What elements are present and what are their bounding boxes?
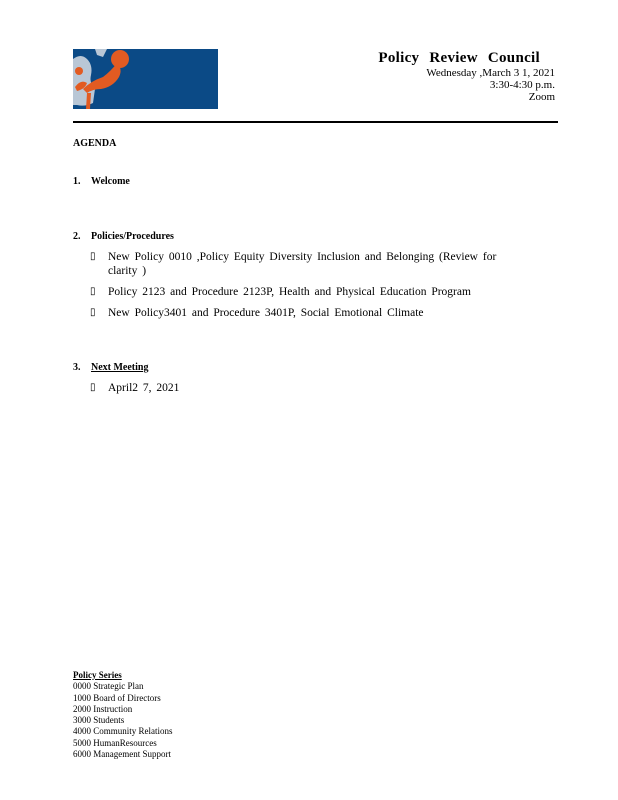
section-next-meeting: [73, 362, 148, 373]
policy-series-line: 6000 Management Support: [73, 749, 171, 760]
policy-series-line: 0000 Strategic Plan: [73, 681, 144, 692]
meeting-date: Wednesday ,March 3 1, 2021: [426, 67, 555, 79]
meeting-time: 3:30-4:30 p.m.: [489, 79, 555, 91]
section-number: 1.: [73, 176, 81, 187]
policy-series-heading: Policy Series: [73, 670, 122, 680]
section-title: Policies/Procedures: [91, 231, 174, 242]
bullet-icon: ▯: [90, 286, 96, 297]
agenda-heading: AGENDA: [73, 138, 117, 149]
list-item: [90, 381, 530, 395]
organization-logo: [73, 49, 218, 109]
header-divider: [73, 121, 558, 123]
policy-series-line: 3000 Students: [73, 715, 125, 726]
list-item-text: New Policy3401 and Procedure 3401P, Social Emotional Climate: [108, 307, 424, 319]
document-title: Policy Review Council: [378, 50, 540, 66]
bullet-icon: ▯: [90, 251, 96, 262]
policy-series-legend: [73, 670, 173, 760]
section-title: Next Meeting: [91, 362, 149, 373]
document-header: [378, 50, 555, 103]
bullet-icon: ▯: [90, 307, 96, 318]
section-title: Welcome: [91, 176, 130, 187]
section-number: 2.: [73, 231, 81, 242]
list-item-text: April2 7, 2021: [108, 382, 180, 394]
list-item-text: Policy 2123 and Procedure 2123P, Health and Physical Education Program: [108, 286, 471, 298]
next-meeting-list: [90, 381, 530, 402]
logo-graphic: [73, 49, 218, 109]
list-item: [90, 306, 530, 320]
list-item: [90, 285, 530, 299]
meeting-location: Zoom: [528, 91, 555, 103]
section-policies: [73, 231, 174, 242]
policy-series-line: 4000 Community Relations: [73, 726, 173, 737]
policy-series-line: 2000 Instruction: [73, 703, 133, 714]
policy-items-list: [90, 250, 530, 327]
list-item: [90, 250, 530, 278]
policy-series-line: 5000 HumanResources: [73, 737, 157, 748]
section-welcome: [73, 176, 130, 187]
section-number: 3.: [73, 362, 81, 373]
policy-series-line: 1000 Board of Directors: [73, 692, 161, 703]
bullet-icon: ▯: [90, 382, 96, 393]
list-item-text: New Policy 0010 ,Policy Equity Diversity Inclusion and Belonging (Review for clarity ): [108, 251, 497, 277]
